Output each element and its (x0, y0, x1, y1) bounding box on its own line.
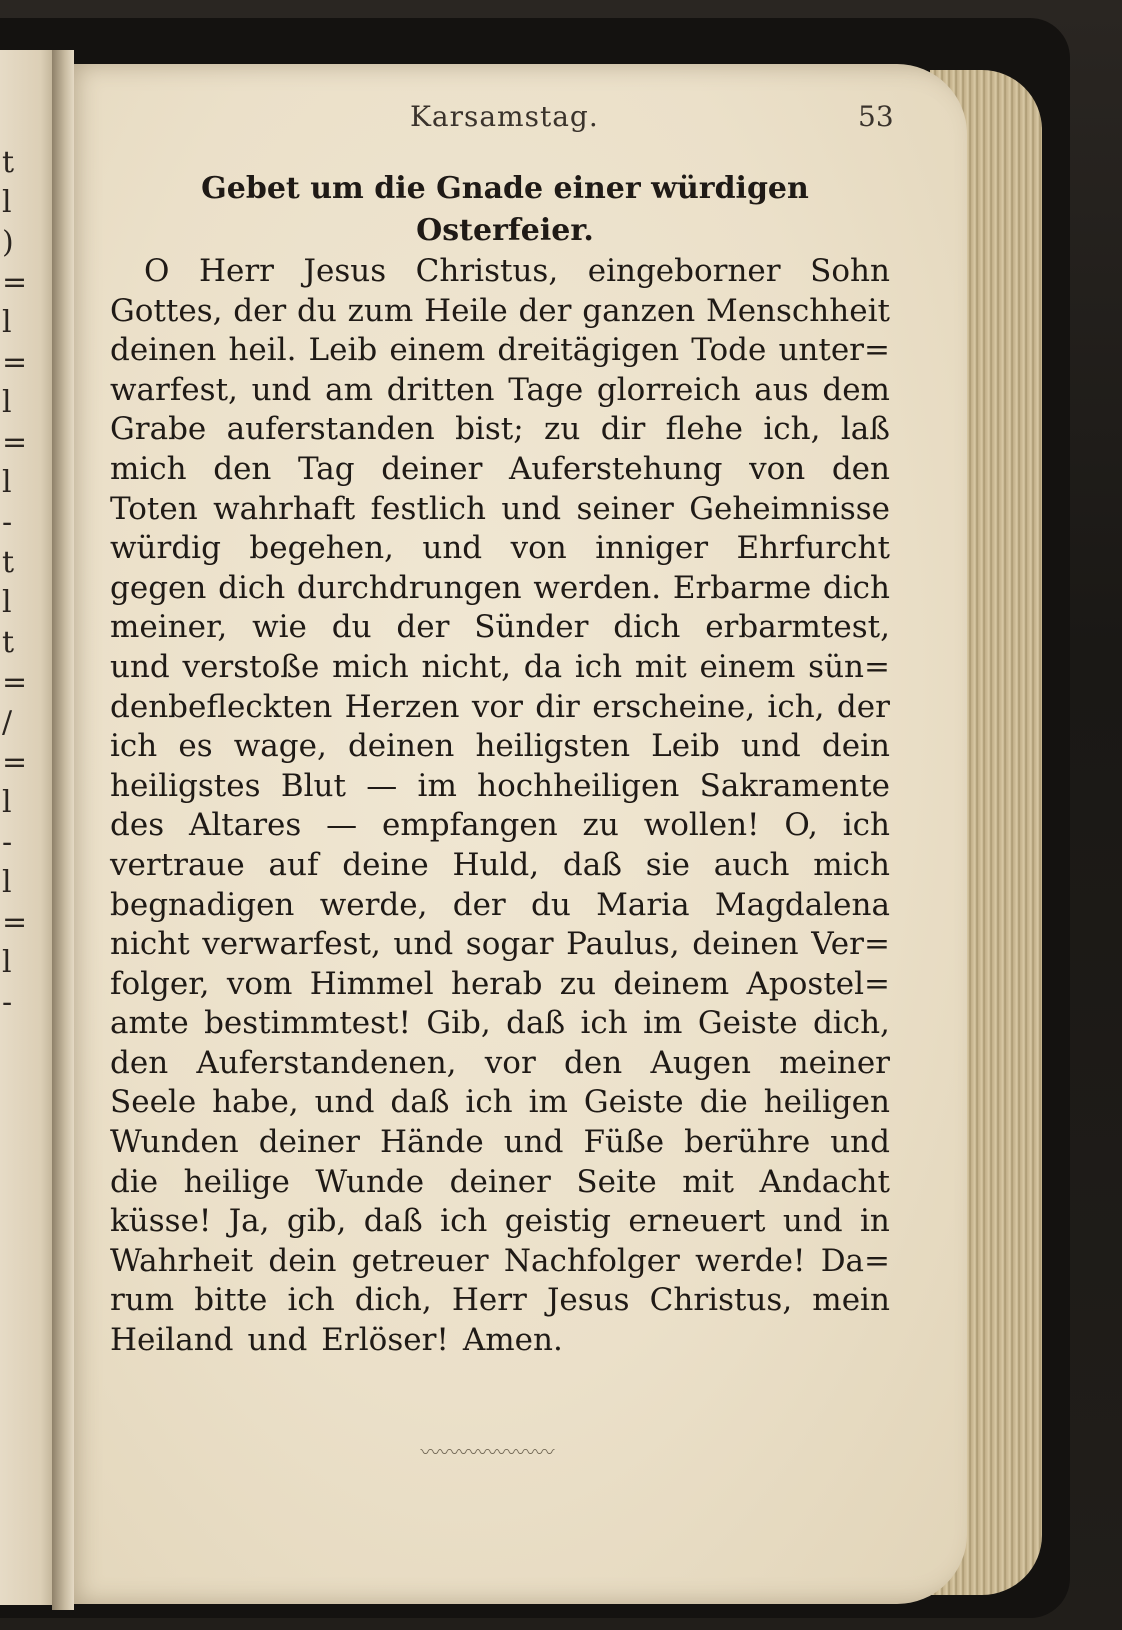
text-line (110, 1044, 890, 1084)
previous-page-edge (0, 50, 58, 1605)
word: zu (559, 965, 597, 1002)
running-head: Karsamstag. (410, 100, 599, 133)
text-line (110, 1281, 890, 1321)
word: und (741, 728, 801, 765)
word: eingeborner (587, 253, 781, 289)
word: geistig (504, 1203, 612, 1240)
word: O (144, 253, 170, 289)
word: Wunden (110, 1124, 239, 1161)
word: vor (471, 688, 523, 725)
previous-page-fragment: l (2, 945, 12, 980)
word: der (518, 292, 572, 329)
word: Füße (583, 1124, 665, 1161)
previous-page-fragment: = (2, 745, 28, 780)
word: du (297, 292, 337, 329)
previous-page-fragment: l (2, 585, 12, 620)
word: wollen! (643, 807, 760, 844)
word: Gib, (426, 1005, 491, 1042)
word: Grabe (110, 411, 207, 448)
word: Auferstehung (509, 450, 723, 487)
word: daß (562, 846, 622, 883)
text-line (110, 292, 890, 332)
word: im (643, 1005, 683, 1042)
word: gegen (110, 569, 207, 606)
prayer-heading-line-1: Gebet um die Gnade einer würdigen (201, 171, 809, 206)
word: begnadigen (110, 886, 295, 923)
word: — (366, 767, 398, 804)
word: habe, (212, 1084, 299, 1121)
word: auf (268, 846, 319, 883)
word: dich (613, 609, 681, 646)
word: Heile (424, 292, 508, 329)
prayer-heading (110, 168, 900, 252)
previous-page-fragment: = (2, 265, 28, 300)
word: aus (754, 371, 809, 408)
word: Wunde (315, 1163, 425, 1200)
text-line (110, 1163, 890, 1203)
closing-ornament: 〰〰〰〰〰〰〰 (420, 1440, 554, 1464)
word: und (501, 490, 562, 527)
previous-page-fragment: l (2, 185, 12, 220)
word: auferstanden (226, 411, 435, 448)
word: Magdalena (714, 886, 890, 923)
word: rum (110, 1282, 175, 1319)
word: Herr (451, 1282, 527, 1319)
word: in (860, 1203, 890, 1240)
text-line (110, 450, 890, 490)
word: nicht (110, 926, 190, 963)
word: sün= (808, 648, 890, 685)
text-line (110, 688, 890, 728)
word: deine (342, 846, 429, 883)
word: getreuer (351, 1242, 489, 1279)
word: Herr (198, 253, 274, 289)
text-line (110, 727, 890, 767)
text-line (110, 648, 890, 688)
page-header (0, 100, 1122, 140)
word: dir (600, 411, 646, 448)
word: Ver= (811, 926, 890, 963)
word: und (251, 371, 312, 408)
word: Andacht (759, 1163, 890, 1200)
word: O, (784, 807, 818, 844)
word: du (331, 609, 372, 646)
word: heilige (183, 1163, 290, 1200)
text-line (110, 925, 890, 965)
text-line (110, 1202, 890, 1242)
word: und (393, 926, 454, 963)
word: Sakramente (699, 767, 890, 804)
word: verwarfest, (202, 926, 381, 963)
word: ich (287, 1282, 335, 1319)
word: denbefleckten (110, 688, 333, 725)
word: Sohn (810, 253, 890, 289)
word: der (836, 688, 890, 725)
text-line (110, 806, 890, 846)
word: werde! (695, 1242, 806, 1279)
word: der (452, 886, 506, 923)
prayer-text (110, 252, 890, 1361)
text-line (110, 846, 890, 886)
word: wie (252, 609, 307, 646)
word: Maria (596, 886, 690, 923)
word: Heiland (110, 1322, 234, 1359)
word: mich (813, 846, 890, 883)
word: Hände (380, 1124, 484, 1161)
previous-page-fragment: l (2, 305, 12, 340)
previous-page-fragment: = (2, 425, 28, 460)
word: zu (544, 411, 581, 448)
word: bist; (455, 411, 524, 448)
text-line (110, 767, 890, 807)
text-line (110, 1123, 890, 1163)
word: von (510, 530, 567, 567)
word: Da= (820, 1242, 890, 1279)
prayer-heading-line-2: Osterfeier. (416, 213, 594, 248)
word: die (699, 1084, 748, 1121)
word: Himmel (309, 965, 434, 1002)
word: dreitägigen (497, 332, 680, 369)
text-line (110, 1321, 890, 1361)
word: ich, (763, 411, 821, 448)
previous-page-fragment: - (2, 985, 13, 1020)
word: vertraue (110, 846, 245, 883)
word: — (326, 807, 358, 844)
text-line (110, 490, 890, 530)
word: ganzen (582, 292, 696, 329)
word: im (417, 767, 457, 804)
previous-page-fragment: - (2, 825, 13, 860)
word: dein (268, 1242, 337, 1279)
word: des (110, 807, 165, 844)
word: ich (842, 807, 890, 844)
word: Altares (188, 807, 302, 844)
previous-page-fragment: ) (2, 225, 14, 260)
word: Apostel= (746, 965, 890, 1002)
word: auch (713, 846, 790, 883)
previous-page-fragment: l (2, 385, 12, 420)
word: bitte (194, 1282, 268, 1319)
word: Tode (691, 332, 767, 369)
word: Gottes, (110, 292, 223, 329)
word: werden. (533, 569, 662, 606)
word: von (749, 450, 806, 487)
previous-page-fragment: l (2, 465, 12, 500)
word: dein (821, 728, 890, 765)
word: berühre (684, 1124, 811, 1161)
word: werde, (319, 886, 428, 923)
word: den (213, 450, 272, 487)
word: daß (390, 1084, 450, 1121)
word: deinen (347, 728, 455, 765)
previous-page-fragment: l (2, 865, 12, 900)
word: und (110, 648, 170, 685)
word: den (564, 1044, 623, 1081)
word: und (782, 1203, 843, 1240)
text-line (110, 569, 890, 609)
word: herab (450, 965, 543, 1002)
text-line (110, 1004, 890, 1044)
word: heil. (228, 332, 297, 369)
word: sogar (465, 926, 554, 963)
previous-page-fragment: l (2, 785, 12, 820)
word: im (528, 1084, 568, 1121)
word: meiner, (110, 609, 228, 646)
word: Erlöser! (321, 1322, 449, 1359)
text-line (110, 1242, 890, 1282)
word: Sünder (474, 609, 589, 646)
word: ich, (767, 688, 825, 725)
word: deiner (381, 450, 483, 487)
previous-page-fragment: t (2, 145, 15, 180)
word: heiligen (763, 1084, 890, 1121)
word: daß (363, 1203, 423, 1240)
word: Herzen (344, 688, 460, 725)
text-line (110, 252, 890, 292)
word: und (247, 1322, 308, 1359)
word: Augen (650, 1044, 751, 1081)
word: inniger (595, 530, 709, 567)
word: am (325, 371, 373, 408)
previous-page-fragment: - (2, 505, 13, 540)
word: Amen. (462, 1322, 563, 1359)
word: wahrhaft (213, 490, 356, 527)
word: Nachfolger (503, 1242, 680, 1279)
previous-page-fragment: = (2, 345, 28, 380)
word: da (523, 648, 563, 685)
word: Christus, (415, 253, 559, 289)
word: seiner (576, 490, 674, 527)
previous-page-fragment: / (2, 705, 13, 740)
word: heiligstes (110, 767, 261, 804)
word: mein (812, 1282, 890, 1319)
word: folger, (110, 965, 210, 1002)
word: küsse! (110, 1203, 212, 1240)
word: dich, (354, 1282, 432, 1319)
word: durchdrungen (296, 569, 522, 606)
word: hochheiligen (477, 767, 680, 804)
word: ich (574, 648, 623, 685)
word: Seite (576, 1163, 657, 1200)
word: warfest, (110, 371, 238, 408)
word: mit (682, 1163, 734, 1200)
word: dich (218, 569, 286, 606)
text-line (110, 529, 890, 569)
word: gib, (286, 1203, 347, 1240)
word: erscheine, (592, 688, 756, 725)
word: dem (822, 371, 890, 408)
word: Tag (297, 450, 355, 487)
previous-page-fragment: t (2, 625, 15, 660)
text-line (110, 965, 890, 1005)
word: Tage (508, 371, 584, 408)
word: Huld, (452, 846, 540, 883)
word: Toten (110, 490, 198, 527)
word: Geheimnisse (689, 490, 890, 527)
word: und (422, 530, 483, 567)
page-number: 53 (858, 100, 894, 133)
word: mich (110, 450, 187, 487)
word: und (503, 1124, 564, 1161)
word: Christus, (649, 1282, 793, 1319)
word: Menschheit (705, 292, 890, 329)
word: nicht, (421, 648, 512, 685)
book-gutter (52, 50, 74, 1610)
word: Auferstandenen, (196, 1044, 457, 1081)
word: ich (465, 1084, 513, 1121)
word: die (110, 1163, 159, 1200)
word: deiner (449, 1163, 551, 1200)
word: wage, (233, 728, 327, 765)
word: einem (389, 332, 486, 369)
word: einem (699, 648, 796, 685)
word: der (396, 609, 450, 646)
text-line (110, 608, 890, 648)
word: den (110, 1044, 169, 1081)
word: Blut (280, 767, 346, 804)
word: zu (582, 807, 619, 844)
word: vom (226, 965, 293, 1002)
word: unter= (778, 332, 890, 369)
word: Erbarme (672, 569, 812, 606)
word: vor (484, 1044, 536, 1081)
word: deinen (110, 332, 217, 369)
word: es (178, 728, 213, 765)
word: sie (645, 846, 690, 883)
word: den (831, 450, 890, 487)
word: festlich (370, 490, 486, 527)
word: Leib (651, 728, 720, 765)
previous-page-fragment: = (2, 665, 28, 700)
word: daß (506, 1005, 566, 1042)
word: Jesus (547, 1282, 630, 1319)
word: empfangen (382, 807, 558, 844)
word: verstoße (182, 648, 320, 685)
word: und (314, 1084, 375, 1121)
word: Ja, (228, 1203, 270, 1240)
word: ich (440, 1203, 488, 1240)
word: dritten (386, 371, 495, 408)
word: Jesus (303, 253, 387, 289)
word: der (233, 292, 287, 329)
word: Paulus, (566, 926, 680, 963)
previous-page-fragment: t (2, 545, 15, 580)
word: laß (840, 411, 890, 448)
word: heiligsten (475, 728, 631, 765)
text-line (110, 371, 890, 411)
word: deinen (692, 926, 799, 963)
word: Geiste (697, 1005, 798, 1042)
word: deinem (613, 965, 730, 1002)
word: Ehrfurcht (736, 530, 890, 567)
text-line (110, 1083, 890, 1123)
word: deiner (258, 1124, 360, 1161)
word: flehe (665, 411, 744, 448)
word: begehen, (249, 530, 394, 567)
text-line (110, 410, 890, 450)
text-line (110, 886, 890, 926)
word: erbarmtest, (705, 609, 890, 646)
word: ich (110, 728, 158, 765)
word: bestimmtest! (204, 1005, 411, 1042)
word: meiner (779, 1044, 890, 1081)
previous-page-fragment: = (2, 905, 28, 940)
word: zum (347, 292, 414, 329)
word: glorreich (596, 371, 741, 408)
word: du (531, 886, 571, 923)
word: mit (634, 648, 687, 685)
word: mich (332, 648, 409, 685)
word: erneuert (628, 1203, 766, 1240)
word: Geiste (583, 1084, 684, 1121)
word: würdig (110, 530, 221, 567)
word: Wahrheit (110, 1242, 254, 1279)
word: dich, (812, 1005, 890, 1042)
word: dich (822, 569, 890, 606)
word: Seele (110, 1084, 197, 1121)
word: amte (110, 1005, 189, 1042)
text-line (110, 331, 890, 371)
word: ich (580, 1005, 628, 1042)
word: dir (535, 688, 580, 725)
word: Leib (308, 332, 378, 369)
word: und (830, 1124, 890, 1161)
